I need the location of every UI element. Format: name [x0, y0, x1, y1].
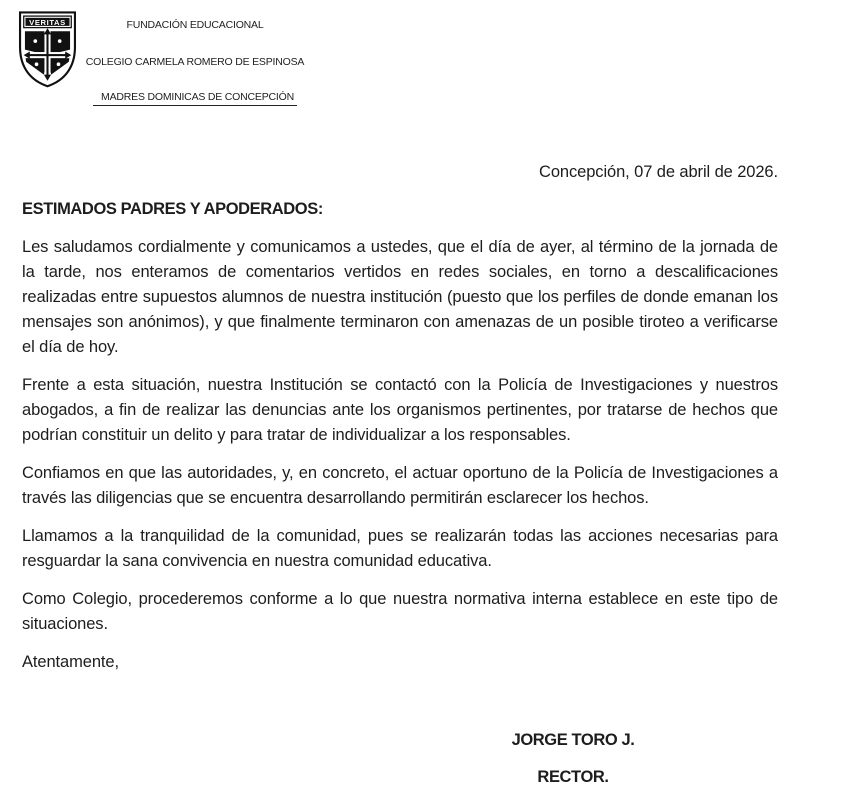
letter-body [22, 0, 778, 790]
paragraph-3: Confiamos en que las autoridades, y, en concreto, el actuar oportuno de la Policía de Investigaciones a través las diligencias que se encuentra desarrollando permitirán esclarecer los hechos. [22, 464, 778, 507]
signature-name: JORGE TORO J. [511, 731, 635, 749]
signature-block [368, 728, 778, 790]
congregation-name-underlined: MADRES DOMINICAS DE CONCEPCIÓN [93, 91, 297, 106]
paragraph-4: Llamamos a la tranquilidad de la comunidad, pues se realizarán todas las acciones necesarias para resguardar la sana convivencia en nuestra comunidad educativa. [22, 527, 778, 570]
closing: Atentamente, [22, 653, 119, 671]
paragraph-5: Como Colegio, procederemos conforme a lo que nuestra normativa interna establece en este tipo de situaciones. [22, 590, 778, 633]
dateline: Concepción, 07 de abril de 2026. [539, 163, 778, 181]
crest-banner-text: VERITAS [29, 17, 66, 27]
paragraph-1: Les saludamos cordialmente y comunicamos a ustedes, que el día de ayer, al término de la jornada de la tarde, nos enteramos de comentarios vertidos en redes sociales, en torno a descalificaciones realizadas entre supuestos alumnos de nuestra institución (puesto que los perfiles de donde emanan los mensajes son anónimos), y que finalmente terminaron con amenazas de un posible tiroteo a verificarse el día de hoy. [22, 238, 778, 356]
school-name: COLEGIO CARMELA ROMERO DE ESPINOSA [85, 56, 305, 68]
foundation-name: FUNDACIÓN EDUCACIONAL [126, 19, 264, 31]
signature-title: RECTOR. [537, 768, 609, 786]
salutation: ESTIMADOS PADRES Y APODERADOS: [22, 200, 323, 218]
paragraph-2: Frente a esta situación, nuestra Institución se contactó con la Policía de Investigaciones y nuestros abogados, a fin de realizar las denuncias ante los organismos pertinentes, por tratarse de hechos que podrían constituir un delito y para tratar de individualizar a los responsables. [22, 376, 778, 444]
